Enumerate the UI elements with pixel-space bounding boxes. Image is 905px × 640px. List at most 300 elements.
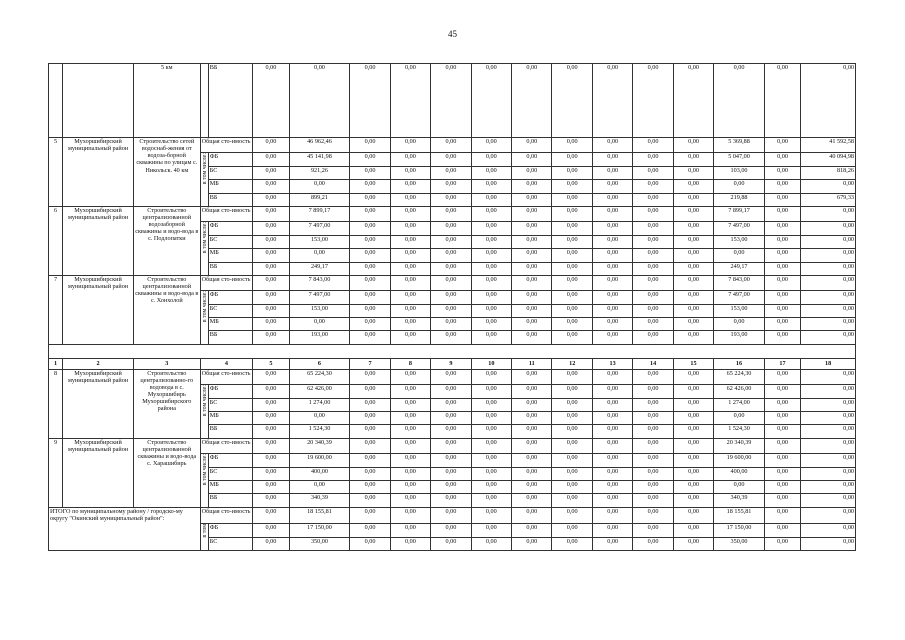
value-cell: 0,00 <box>431 138 471 153</box>
value-cell: 0,00 <box>350 180 390 193</box>
value-cell: 0,00 <box>253 385 289 398</box>
funding-code: ВБ <box>208 425 252 438</box>
value-cell: 17 150,00 <box>714 524 765 537</box>
value-cell: 0,00 <box>673 454 713 467</box>
value-cell: 0,00 <box>471 507 511 523</box>
value-cell: 0,00 <box>431 249 471 262</box>
value-cell: 219,88 <box>714 193 765 206</box>
value-cell: 0,00 <box>592 318 632 331</box>
value-cell: 193,00 <box>714 331 765 344</box>
value-cell: 0,00 <box>764 467 800 480</box>
value-cell: 0,00 <box>552 494 592 507</box>
value-cell: 0,00 <box>552 385 592 398</box>
value-cell: 7 497,00 <box>714 222 765 235</box>
value-cell: 0,00 <box>801 385 856 398</box>
value-cell: 0,00 <box>552 398 592 411</box>
value-cell: 0,00 <box>764 507 800 523</box>
district-cell: Мухоршибирский муниципальный район <box>63 138 134 207</box>
value-cell: 0,00 <box>253 249 289 262</box>
column-number: 10 <box>471 358 511 369</box>
value-cell: 0,00 <box>512 425 552 438</box>
value-cell: 0,00 <box>592 291 632 304</box>
value-cell: 0,00 <box>431 331 471 344</box>
total-cost-label: Общая сто-имость <box>200 369 253 384</box>
value-cell: 0,00 <box>552 235 592 248</box>
value-cell: 0,00 <box>289 480 350 493</box>
value-cell: 0,00 <box>289 180 350 193</box>
value-cell: 0,00 <box>764 222 800 235</box>
value-cell: 0,00 <box>512 507 552 523</box>
value-cell: 400,00 <box>289 467 350 480</box>
value-cell: 0,00 <box>801 291 856 304</box>
funding-code: ФБ <box>208 385 252 398</box>
funding-code: ФБ <box>208 222 252 235</box>
value-cell: 679,33 <box>801 193 856 206</box>
district-cell <box>63 64 134 138</box>
value-cell: 5 369,88 <box>714 138 765 153</box>
value-cell: 0,00 <box>471 222 511 235</box>
value-cell: 0,00 <box>471 291 511 304</box>
value-cell: 0,00 <box>390 304 430 317</box>
value-cell: 0,00 <box>253 193 289 206</box>
value-cell: 0,00 <box>592 507 632 523</box>
value-cell: 0,00 <box>253 412 289 425</box>
value-cell: 0,00 <box>471 249 511 262</box>
value-cell: 0,00 <box>512 412 552 425</box>
column-number: 14 <box>633 358 673 369</box>
object-cell: 5 км <box>133 64 200 138</box>
value-cell: 0,00 <box>592 64 632 138</box>
value-cell: 0,00 <box>673 291 713 304</box>
value-cell: 0,00 <box>633 507 673 523</box>
value-cell: 0,00 <box>253 206 289 221</box>
sub-label: в том числе: <box>201 385 208 417</box>
value-cell: 0,00 <box>633 369 673 384</box>
value-cell: 40 094,98 <box>801 153 856 166</box>
value-cell: 0,00 <box>633 494 673 507</box>
page-number: 45 <box>448 29 457 39</box>
value-cell: 0,00 <box>512 206 552 221</box>
total-cost-label: Общая сто-имость <box>200 438 253 453</box>
value-cell: 0,00 <box>512 166 552 179</box>
funding-code: БС <box>208 166 252 179</box>
value-cell: 0,00 <box>431 412 471 425</box>
value-cell: 0,00 <box>673 385 713 398</box>
value-cell: 41 592,58 <box>801 138 856 153</box>
value-cell: 0,00 <box>390 537 430 550</box>
value-cell: 0,00 <box>253 331 289 344</box>
value-cell: 0,00 <box>801 467 856 480</box>
value-cell: 0,00 <box>350 467 390 480</box>
value-cell: 46 962,46 <box>289 138 350 153</box>
value-cell: 0,00 <box>253 275 289 290</box>
value-cell: 0,00 <box>673 180 713 193</box>
value-cell: 7 497,00 <box>714 291 765 304</box>
value-cell: 0,00 <box>673 166 713 179</box>
value-cell: 0,00 <box>253 369 289 384</box>
object-cell: Строительство централизованной скважины и водо-вода с. Харашибирь <box>133 438 200 507</box>
value-cell: 0,00 <box>253 480 289 493</box>
value-cell: 0,00 <box>390 180 430 193</box>
value-cell: 0,00 <box>390 235 430 248</box>
value-cell: 0,00 <box>764 331 800 344</box>
total-cost-label: Общая сто-имость <box>200 206 253 221</box>
funding-code: БС <box>208 467 252 480</box>
value-cell: 0,00 <box>552 412 592 425</box>
value-cell: 921,26 <box>289 166 350 179</box>
value-cell: 0,00 <box>673 507 713 523</box>
value-cell: 0,00 <box>592 304 632 317</box>
value-cell: 0,00 <box>552 467 592 480</box>
value-cell: 0,00 <box>764 369 800 384</box>
column-number: 13 <box>592 358 632 369</box>
value-cell: 0,00 <box>592 412 632 425</box>
value-cell: 0,00 <box>673 318 713 331</box>
value-cell: 0,00 <box>633 467 673 480</box>
value-cell: 0,00 <box>633 318 673 331</box>
value-cell: 7 899,17 <box>289 206 350 221</box>
spacer-cell <box>49 344 856 358</box>
value-cell: 0,00 <box>673 480 713 493</box>
value-cell: 0,00 <box>390 425 430 438</box>
value-cell: 0,00 <box>350 438 390 453</box>
value-cell: 0,00 <box>471 385 511 398</box>
value-cell: 0,00 <box>512 291 552 304</box>
total-cost-label: Общая сто-имость <box>200 507 253 523</box>
value-cell: 0,00 <box>512 262 552 275</box>
value-cell: 0,00 <box>350 138 390 153</box>
spacer-row <box>49 344 856 358</box>
value-cell: 0,00 <box>471 153 511 166</box>
value-cell: 0,00 <box>764 304 800 317</box>
value-cell: 0,00 <box>471 454 511 467</box>
value-cell: 62 426,00 <box>289 385 350 398</box>
value-cell: 0,00 <box>552 193 592 206</box>
value-cell: 0,00 <box>471 166 511 179</box>
value-cell: 0,00 <box>471 438 511 453</box>
value-cell: 0,00 <box>253 454 289 467</box>
value-cell: 0,00 <box>673 467 713 480</box>
object-cell: Строительство централизованной водозаборной скважины и водо-вода в с. Подлопатки <box>133 206 200 275</box>
value-cell: 0,00 <box>253 262 289 275</box>
value-cell: 0,00 <box>552 454 592 467</box>
value-cell: 0,00 <box>512 494 552 507</box>
value-cell: 0,00 <box>350 398 390 411</box>
value-cell: 0,00 <box>801 438 856 453</box>
value-cell: 0,00 <box>431 166 471 179</box>
value-cell: 0,00 <box>253 180 289 193</box>
value-cell: 7 843,00 <box>289 275 350 290</box>
value-cell: 0,00 <box>253 438 289 453</box>
value-cell: 0,00 <box>471 480 511 493</box>
value-cell: 0,00 <box>801 64 856 138</box>
value-cell: 0,00 <box>592 537 632 550</box>
value-cell: 1 274,00 <box>289 398 350 411</box>
value-cell: 0,00 <box>390 524 430 537</box>
value-cell: 0,00 <box>633 206 673 221</box>
value-cell: 20 340,39 <box>714 438 765 453</box>
value-cell: 0,00 <box>592 206 632 221</box>
value-cell: 0,00 <box>764 524 800 537</box>
value-cell: 0,00 <box>801 262 856 275</box>
value-cell: 0,00 <box>633 291 673 304</box>
value-cell: 0,00 <box>431 275 471 290</box>
value-cell: 0,00 <box>431 262 471 275</box>
value-cell: 0,00 <box>592 193 632 206</box>
value-cell: 249,17 <box>289 262 350 275</box>
value-cell: 0,00 <box>552 262 592 275</box>
value-cell: 0,00 <box>801 180 856 193</box>
sub-label-cell <box>200 222 208 276</box>
value-cell: 0,00 <box>633 524 673 537</box>
value-cell: 0,00 <box>471 398 511 411</box>
value-cell: 0,00 <box>471 275 511 290</box>
value-cell: 0,00 <box>801 412 856 425</box>
value-cell: 0,00 <box>350 275 390 290</box>
value-cell: 103,00 <box>714 166 765 179</box>
value-cell: 0,00 <box>289 318 350 331</box>
value-cell: 0,00 <box>764 262 800 275</box>
value-cell: 0,00 <box>633 425 673 438</box>
table-row <box>49 64 856 138</box>
value-cell: 0,00 <box>431 222 471 235</box>
value-cell: 0,00 <box>552 64 592 138</box>
value-cell: 0,00 <box>673 262 713 275</box>
object-cell: Строительство централизованной скважины и водо-вода в с. Хонхолой <box>133 275 200 344</box>
sub-label: в том числе: <box>201 291 208 323</box>
value-cell: 0,00 <box>673 275 713 290</box>
value-cell: 0,00 <box>764 249 800 262</box>
value-cell: 0,00 <box>764 275 800 290</box>
district-cell: Мухоршибирский муниципальный район <box>63 275 134 344</box>
value-cell: 0,00 <box>390 385 430 398</box>
value-cell: 0,00 <box>253 153 289 166</box>
value-cell: 0,00 <box>350 249 390 262</box>
row-number <box>49 64 63 138</box>
value-cell: 0,00 <box>431 369 471 384</box>
value-cell: 0,00 <box>431 206 471 221</box>
value-cell: 0,00 <box>592 275 632 290</box>
value-cell: 0,00 <box>390 262 430 275</box>
value-cell: 0,00 <box>431 64 471 138</box>
value-cell: 0,00 <box>552 480 592 493</box>
total-cost-label: Общая сто-имость <box>200 138 253 153</box>
value-cell: 899,21 <box>289 193 350 206</box>
value-cell: 0,00 <box>512 369 552 384</box>
sub-label: в том числе: <box>201 222 208 254</box>
value-cell: 0,00 <box>512 438 552 453</box>
funding-code: ФБ <box>208 291 252 304</box>
sub-label-cell <box>200 153 208 207</box>
value-cell: 0,00 <box>764 454 800 467</box>
grand-total-label: ИТОГО по муниципальному району / городско-му округу "Окинский муниципальный район": <box>49 507 201 550</box>
value-cell: 0,00 <box>714 480 765 493</box>
value-cell: 0,00 <box>633 138 673 153</box>
value-cell: 0,00 <box>633 275 673 290</box>
value-cell: 0,00 <box>390 153 430 166</box>
value-cell: 0,00 <box>633 249 673 262</box>
value-cell: 0,00 <box>801 304 856 317</box>
value-cell: 0,00 <box>390 64 430 138</box>
sub-label: в том числе: <box>201 153 208 185</box>
value-cell: 0,00 <box>592 494 632 507</box>
value-cell: 0,00 <box>764 412 800 425</box>
value-cell: 0,00 <box>764 385 800 398</box>
value-cell: 0,00 <box>253 138 289 153</box>
value-cell: 0,00 <box>673 537 713 550</box>
value-cell: 0,00 <box>633 398 673 411</box>
funding-code: ФБ <box>208 153 252 166</box>
value-cell: 0,00 <box>471 331 511 344</box>
column-number-header <box>49 358 856 369</box>
value-cell: 0,00 <box>673 249 713 262</box>
value-cell: 0,00 <box>673 138 713 153</box>
value-cell: 45 141,98 <box>289 153 350 166</box>
value-cell: 193,00 <box>289 331 350 344</box>
value-cell: 0,00 <box>673 64 713 138</box>
value-cell: 0,00 <box>350 262 390 275</box>
value-cell: 0,00 <box>253 494 289 507</box>
value-cell: 0,00 <box>764 206 800 221</box>
value-cell: 0,00 <box>431 507 471 523</box>
funding-code: БС <box>208 235 252 248</box>
value-cell: 0,00 <box>350 454 390 467</box>
value-cell: 0,00 <box>431 425 471 438</box>
value-cell: 0,00 <box>350 385 390 398</box>
value-cell: 0,00 <box>253 537 289 550</box>
value-cell: 0,00 <box>592 331 632 344</box>
value-cell: 0,00 <box>801 275 856 290</box>
value-cell: 0,00 <box>390 138 430 153</box>
value-cell: 0,00 <box>253 398 289 411</box>
value-cell: 0,00 <box>512 524 552 537</box>
value-cell: 818,26 <box>801 166 856 179</box>
value-cell: 0,00 <box>552 331 592 344</box>
value-cell: 0,00 <box>673 369 713 384</box>
value-cell: 0,00 <box>350 331 390 344</box>
funding-code: МБ <box>208 318 252 331</box>
value-cell: 1 524,30 <box>714 425 765 438</box>
value-cell: 0,00 <box>431 318 471 331</box>
value-cell: 0,00 <box>512 138 552 153</box>
column-number: 16 <box>714 358 765 369</box>
value-cell: 7 843,00 <box>714 275 765 290</box>
value-cell: 0,00 <box>350 537 390 550</box>
value-cell: 0,00 <box>633 412 673 425</box>
value-cell: 0,00 <box>552 153 592 166</box>
value-cell: 0,00 <box>801 454 856 467</box>
value-cell: 0,00 <box>714 412 765 425</box>
value-cell: 0,00 <box>512 249 552 262</box>
value-cell: 0,00 <box>350 166 390 179</box>
value-cell: 0,00 <box>592 438 632 453</box>
value-cell: 18 155,81 <box>714 507 765 523</box>
value-cell: 0,00 <box>592 369 632 384</box>
value-cell: 0,00 <box>253 425 289 438</box>
value-cell: 20 340,39 <box>289 438 350 453</box>
value-cell: 0,00 <box>471 206 511 221</box>
value-cell: 0,00 <box>431 454 471 467</box>
value-cell: 18 155,81 <box>289 507 350 523</box>
value-cell: 0,00 <box>801 480 856 493</box>
value-cell: 0,00 <box>633 454 673 467</box>
district-cell: Мухоршибирский муниципальный район <box>63 369 134 438</box>
value-cell: 5 047,00 <box>714 153 765 166</box>
project-total-row <box>49 206 856 221</box>
value-cell: 0,00 <box>633 480 673 493</box>
value-cell: 0,00 <box>552 249 592 262</box>
value-cell: 0,00 <box>801 222 856 235</box>
sub-label-cell <box>200 454 208 508</box>
value-cell: 0,00 <box>673 304 713 317</box>
value-cell: 0,00 <box>764 180 800 193</box>
value-cell: 0,00 <box>592 524 632 537</box>
value-cell: 1 274,00 <box>714 398 765 411</box>
value-cell: 0,00 <box>633 262 673 275</box>
value-cell: 0,00 <box>764 494 800 507</box>
value-cell: 0,00 <box>633 438 673 453</box>
value-cell: 0,00 <box>801 249 856 262</box>
value-cell: 0,00 <box>431 438 471 453</box>
funding-code: БС <box>208 398 252 411</box>
column-number: 7 <box>350 358 390 369</box>
object-cell: Строительство централизованно-го водовода в с. Мухоршибирь Мухоршибирского района <box>133 369 200 438</box>
value-cell: 0,00 <box>714 249 765 262</box>
value-cell: 0,00 <box>350 524 390 537</box>
value-cell: 153,00 <box>714 235 765 248</box>
value-cell: 0,00 <box>512 275 552 290</box>
value-cell: 0,00 <box>764 537 800 550</box>
value-cell: 0,00 <box>471 138 511 153</box>
value-cell: 0,00 <box>512 454 552 467</box>
value-cell: 0,00 <box>512 318 552 331</box>
value-cell: 0,00 <box>431 398 471 411</box>
value-cell: 0,00 <box>431 385 471 398</box>
value-cell: 0,00 <box>350 369 390 384</box>
value-cell: 0,00 <box>764 193 800 206</box>
value-cell: 0,00 <box>350 153 390 166</box>
value-cell: 0,00 <box>253 318 289 331</box>
value-cell: 0,00 <box>390 480 430 493</box>
value-cell: 0,00 <box>471 64 511 138</box>
value-cell: 0,00 <box>764 425 800 438</box>
value-cell: 0,00 <box>390 454 430 467</box>
value-cell: 153,00 <box>289 304 350 317</box>
row-number: 7 <box>49 275 63 344</box>
value-cell: 0,00 <box>512 235 552 248</box>
project-total-row <box>49 275 856 290</box>
value-cell: 0,00 <box>390 494 430 507</box>
value-cell: 350,00 <box>714 537 765 550</box>
value-cell: 0,00 <box>431 291 471 304</box>
value-cell: 0,00 <box>801 235 856 248</box>
value-cell: 0,00 <box>633 180 673 193</box>
value-cell: 0,00 <box>471 180 511 193</box>
value-cell: 0,00 <box>552 369 592 384</box>
value-cell: 0,00 <box>801 524 856 537</box>
column-number: 6 <box>289 358 350 369</box>
value-cell: 0,00 <box>552 275 592 290</box>
value-cell: 0,00 <box>253 467 289 480</box>
value-cell: 0,00 <box>431 304 471 317</box>
value-cell: 0,00 <box>592 153 632 166</box>
funding-code: ФБ <box>208 524 252 537</box>
value-cell: 0,00 <box>431 180 471 193</box>
value-cell: 0,00 <box>592 398 632 411</box>
value-cell: 0,00 <box>764 480 800 493</box>
value-cell: 0,00 <box>512 304 552 317</box>
funding-code: ВБ <box>208 494 252 507</box>
